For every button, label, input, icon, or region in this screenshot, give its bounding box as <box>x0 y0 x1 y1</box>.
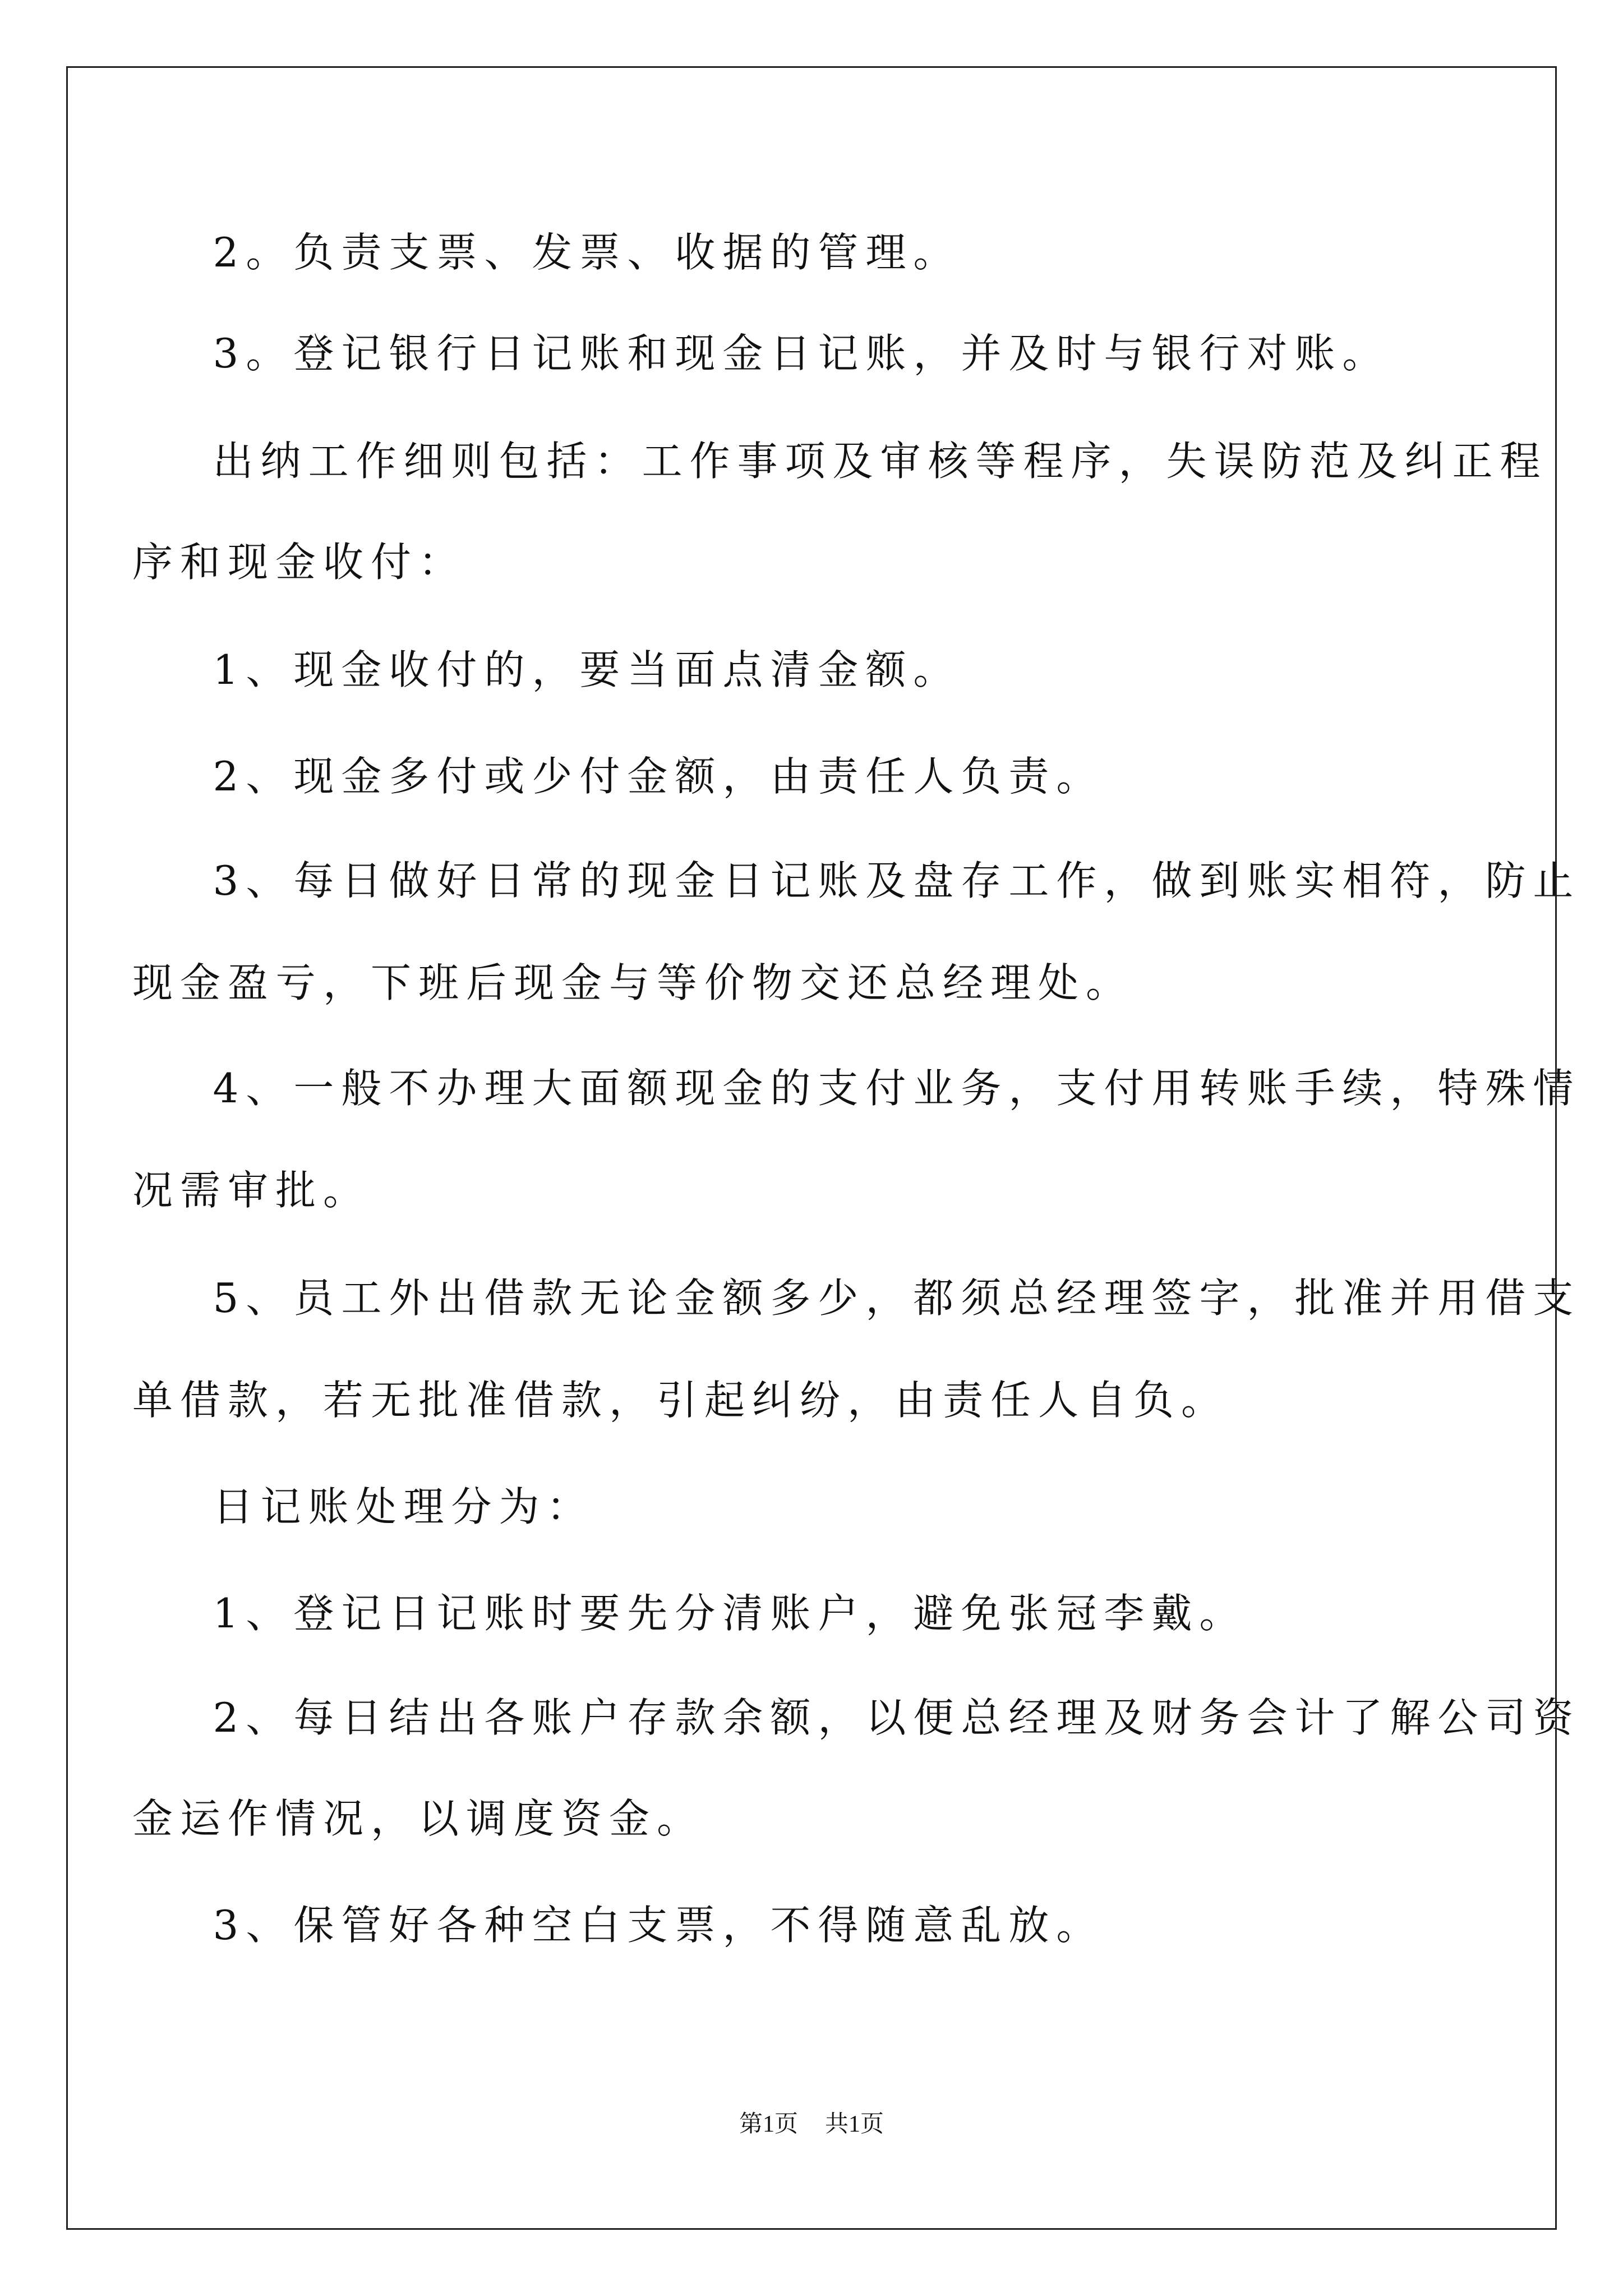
text-line: 现金盈亏，下班后现金与等价物交还总经理处。 <box>132 959 1134 1006</box>
text-line: 5、员工外出借款无论金额多少，都须总经理签字，批准并用借支 <box>132 1274 1581 1322</box>
page-footer <box>0 2111 1623 2137</box>
text-line: 单借款，若无批准借款，引起纠纷，由责任人自负。 <box>132 1377 1229 1424</box>
text-line: 序和现金收付： <box>132 539 467 586</box>
page-number: 第1页 <box>739 2111 798 2137</box>
text-line: 2、现金多付或少付金额，由责任人负责。 <box>132 753 1104 800</box>
text-line: 日记账处理分为： <box>132 1483 594 1530</box>
text-line: 3。登记银行日记账和现金日记账，并及时与银行对账。 <box>132 330 1390 377</box>
page-total: 共1页 <box>825 2111 884 2137</box>
text-line: 出纳工作细则包括：工作事项及审核等程序，失误防范及纠正程 <box>132 438 1548 485</box>
text-line: 1、登记日记账时要先分清账户，避免张冠李戴。 <box>132 1590 1247 1637</box>
text-line: 1、现金收付的，要当面点清金额。 <box>132 646 961 693</box>
text-line: 3、每日做好日常的现金日记账及盘存工作，做到账实相符，防止 <box>132 857 1581 904</box>
text-line: 金运作情况，以调度资金。 <box>132 1795 705 1842</box>
text-line: 2。负责支票、发票、收据的管理。 <box>132 229 961 276</box>
text-line: 4、一般不办理大面额现金的支付业务，支付用转账手续，特殊情 <box>132 1065 1581 1112</box>
text-line: 2、每日结出各账户存款余额，以便总经理及财务会计了解公司资 <box>132 1694 1581 1741</box>
text-line: 况需审批。 <box>132 1167 371 1214</box>
text-line: 3、保管好各种空白支票，不得随意乱放。 <box>132 1902 1104 1949</box>
